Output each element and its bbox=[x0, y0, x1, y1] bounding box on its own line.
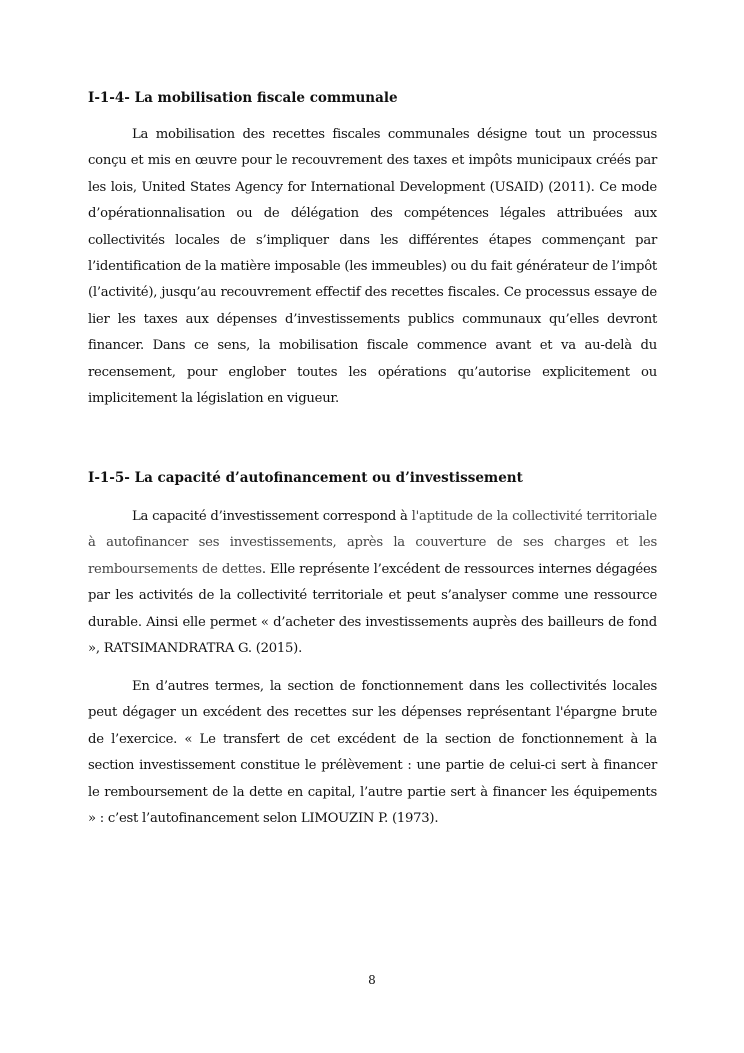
page-number: 8 bbox=[368, 973, 376, 987]
paragraph-highlighted-segment: l'aptitude de la collectivité territoriale à autofinancer ses investissements, après la couverture de ses charges et les remboursements de dettes bbox=[88, 509, 657, 577]
section-title-mobilisation-fiscale: I-1-4- La mobilisation fiscale communale bbox=[88, 90, 398, 106]
section-title-capacite-autofinancement: I-1-5- La capacité d’autofinancement ou d’investissement bbox=[88, 470, 523, 486]
paragraph-capacite-investissement bbox=[88, 504, 657, 662]
paragraph-mobilisation-fiscale: La mobilisation des recettes fiscales communales désigne tout un processus conçu et mis en œuvre pour le recouvrement des taxes et impôts municipaux créés par les lois, United States Agency for International Development (USAID) (2011). Ce mode d’opérationnalisation ou de délégation des compétences légales attribuées aux collectivités locales de s’impliquer dans les différentes étapes commençant par l’identification de la matière imposable (les immeubles) ou du fait générateur de l’impôt (l’activité), jusqu’au recouvrement effectif des recettes fiscales. Ce processus essaye de lier les taxes aux dépenses d’investissements publics communaux qu’elles devront financer. Dans ce sens, la mobilisation fiscale commence avant et va au-delà du recensement, pour englober toutes les opérations qu’autorise explicitement ou implicitement la législation en vigueur. bbox=[88, 127, 657, 407]
paragraph-section-fonctionnement: En d’autres termes, la section de fonctionnement dans les collectivités locales peut dégager un excédent des recettes sur les dépenses représentant l'épargne brute de l’exercice. « Le transfert de cet excédent de la section de fonctionnement à la section investissement constitue le prélèvement : une partie de celui-ci sert à financer le remboursement de la dette en capital, l’autre partie sert à financer les équipements » : c’est l’autofinancement selon LIMOUZIN P. (1973). bbox=[88, 679, 657, 827]
paragraph-text-segment: . Elle représente l’excédent de ressources internes dégagées par les activités de la collectivité territoriale et peut s’analyser comme une ressource durable. Ainsi elle permet « d’acheter des investissements auprès des bailleurs de fond », RATSIMANDRATRA G. (2015). bbox=[88, 561, 658, 657]
paragraph-text-segment: La capacité d’investissement correspond à bbox=[132, 509, 412, 524]
